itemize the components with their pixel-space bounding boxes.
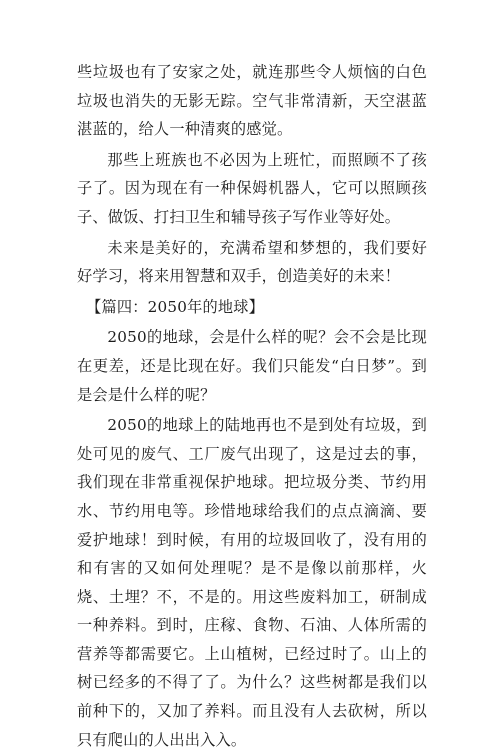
paragraph-office-workers: 那些上班族也不必因为上班忙，而照顾不了孩子了。因为现在有一种保姆机器人，它可以照顾孩子、做饭、打扫卫生和辅导孩子写作业等好处。 [77, 150, 427, 226]
document-body [77, 58, 427, 756]
paragraph-future: 未来是美好的，充满希望和梦想的，我们要好好学习，将来用智慧和双手，创造美好的未来！ [77, 238, 427, 286]
paragraph-question: 2050的地球，会是什么样的呢？会不会是比现在更差，还是比现在好。我们只能发“白日梦”。到是会是什么样的呢？ [77, 328, 427, 404]
paragraph-earth-2050: 2050的地球上的陆地再也不是到处有垃圾，到处可见的废气、工厂废气出现了，这是过去的事，我们现在非常重视保护地球。把垃圾分类、节约用水、节约用电等。珍惜地球给我们的点点滴滴、要爱护地球！到时候，有用的垃圾回收了，没有用的和有害的又如何处理呢？是不是像以前那样，火烧、土埋？不，不是的。用这些废料加工，研制成一种养料。到时，庄稼、食物、石油、人体所需的营养等都需要它。上山植树，已经过时了。山上的树已经多的不得了了。为什么？这些树都是我们以前种下的，又加了养料。而且没有人去砍树，所以只有爬山的人出出入入。 [77, 416, 427, 749]
section-heading: 【篇四：2050年的地球】 [86, 297, 265, 316]
paragraph-continuation: 些垃圾也有了安家之处，就连那些令人烦恼的白色垃圾也消失的无影无踪。空气非常清新，天空湛蓝湛蓝的，给人一种清爽的感觉。 [77, 63, 427, 139]
